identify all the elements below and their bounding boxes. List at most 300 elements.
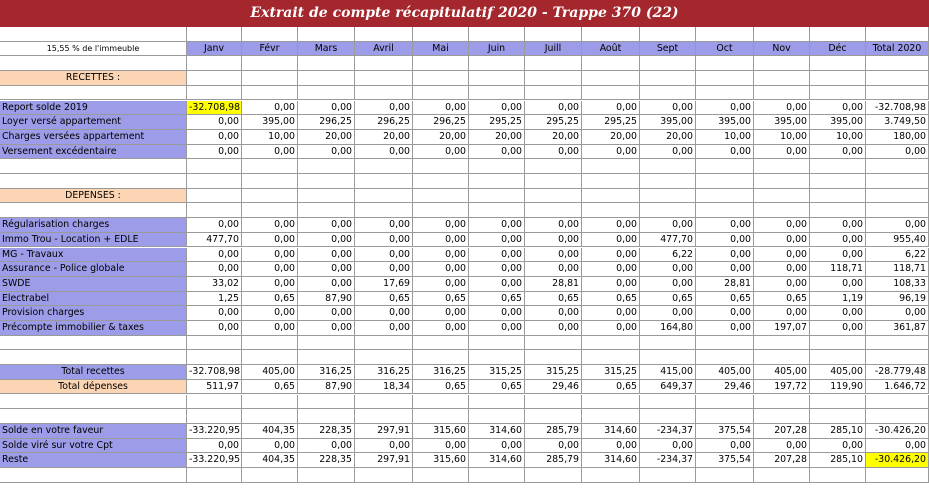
empty-cell[interactable] <box>640 203 696 218</box>
depenses-row-value[interactable]: 0,00 <box>582 248 640 263</box>
recettes-row-value[interactable]: 0,00 <box>187 130 242 145</box>
depenses-row-value[interactable]: 0,00 <box>582 277 640 292</box>
empty-cell[interactable] <box>810 27 866 42</box>
depenses-row-label[interactable]: Immo Trou - Location + EDLE <box>0 233 187 248</box>
depenses-row-value[interactable]: 0,00 <box>355 218 413 233</box>
empty-cell[interactable] <box>810 468 866 483</box>
total-depenses-value[interactable]: 1.646,72 <box>866 380 929 395</box>
empty-cell[interactable] <box>696 409 754 424</box>
empty-cell[interactable] <box>469 336 525 351</box>
depenses-row-value[interactable]: 0,00 <box>187 321 242 336</box>
empty-cell[interactable] <box>413 189 469 204</box>
empty-cell[interactable] <box>525 27 582 42</box>
empty-cell[interactable] <box>187 27 242 42</box>
empty-cell[interactable] <box>640 71 696 86</box>
empty-cell[interactable] <box>525 468 582 483</box>
empty-cell[interactable] <box>525 336 582 351</box>
recettes-row-label[interactable]: Loyer versé appartement <box>0 115 187 130</box>
empty-cell[interactable] <box>298 468 355 483</box>
empty-cell[interactable] <box>640 395 696 410</box>
empty-cell[interactable] <box>413 56 469 71</box>
total-depenses-value[interactable]: 29,46 <box>525 380 582 395</box>
empty-cell[interactable] <box>187 468 242 483</box>
summary-row-value[interactable]: 314,60 <box>582 424 640 439</box>
column-header[interactable]: Mai <box>413 42 469 57</box>
empty-cell[interactable] <box>298 27 355 42</box>
depenses-row-label[interactable]: MG - Travaux <box>0 248 187 263</box>
empty-cell[interactable] <box>355 203 413 218</box>
empty-cell[interactable] <box>298 350 355 365</box>
empty-cell[interactable] <box>696 350 754 365</box>
depenses-row-value[interactable]: 0,00 <box>525 321 582 336</box>
empty-cell[interactable] <box>582 71 640 86</box>
summary-row-value[interactable]: 0,00 <box>298 439 355 454</box>
total-depenses-value[interactable]: 29,46 <box>696 380 754 395</box>
depenses-row-value[interactable]: 28,81 <box>525 277 582 292</box>
empty-cell[interactable] <box>355 159 413 174</box>
depenses-row-value[interactable]: 0,00 <box>810 306 866 321</box>
empty-cell[interactable] <box>355 71 413 86</box>
depenses-row-label[interactable]: Assurance - Police globale <box>0 262 187 277</box>
depenses-row-value[interactable]: 0,00 <box>469 262 525 277</box>
empty-cell[interactable] <box>0 56 187 71</box>
depenses-row-value[interactable]: 0,00 <box>242 306 298 321</box>
depenses-row-value[interactable]: 0,00 <box>696 306 754 321</box>
empty-cell[interactable] <box>810 336 866 351</box>
empty-cell[interactable] <box>355 336 413 351</box>
empty-cell[interactable] <box>355 56 413 71</box>
empty-cell[interactable] <box>582 174 640 189</box>
depenses-row-value[interactable]: 0,00 <box>298 321 355 336</box>
recettes-row-value[interactable]: 0,00 <box>810 145 866 160</box>
depenses-row-value[interactable]: 0,00 <box>525 218 582 233</box>
empty-cell[interactable] <box>754 86 810 101</box>
empty-cell[interactable] <box>866 350 929 365</box>
empty-cell[interactable] <box>582 159 640 174</box>
depenses-row-value[interactable]: 0,00 <box>525 248 582 263</box>
depenses-row-value[interactable]: 6,22 <box>866 248 929 263</box>
depenses-row-value[interactable]: 0,00 <box>525 233 582 248</box>
empty-cell[interactable] <box>866 159 929 174</box>
empty-cell[interactable] <box>469 395 525 410</box>
summary-row-value[interactable]: 297,91 <box>355 453 413 468</box>
empty-cell[interactable] <box>640 350 696 365</box>
summary-row-value[interactable]: -30.426,20 <box>866 424 929 439</box>
empty-cell[interactable] <box>242 350 298 365</box>
empty-cell[interactable] <box>754 203 810 218</box>
recettes-row-value[interactable]: 0,00 <box>469 145 525 160</box>
summary-row-value[interactable]: -234,37 <box>640 453 696 468</box>
column-header[interactable]: Oct <box>696 42 754 57</box>
recettes-row-value[interactable]: 0,00 <box>810 101 866 116</box>
depenses-row-value[interactable]: 0,00 <box>242 321 298 336</box>
empty-cell[interactable] <box>355 468 413 483</box>
empty-cell[interactable] <box>242 409 298 424</box>
depenses-row-value[interactable]: 0,00 <box>754 248 810 263</box>
column-header[interactable]: Janv <box>187 42 242 57</box>
recettes-row-value[interactable]: -32.708,98 <box>187 101 242 116</box>
summary-row-value[interactable]: 0,00 <box>696 439 754 454</box>
recettes-row-value[interactable]: 0,00 <box>187 145 242 160</box>
empty-cell[interactable] <box>810 56 866 71</box>
depenses-row-value[interactable]: 0,00 <box>187 248 242 263</box>
depenses-row-value[interactable]: 0,65 <box>696 292 754 307</box>
depenses-row-value[interactable]: 0,00 <box>187 306 242 321</box>
depenses-row-label[interactable]: Précompte immobilier & taxes <box>0 321 187 336</box>
empty-cell[interactable] <box>582 189 640 204</box>
empty-cell[interactable] <box>754 350 810 365</box>
empty-cell[interactable] <box>469 27 525 42</box>
depenses-row-value[interactable]: 0,00 <box>298 233 355 248</box>
depenses-row-value[interactable]: 0,00 <box>413 277 469 292</box>
depenses-row-value[interactable]: 6,22 <box>640 248 696 263</box>
summary-row-value[interactable]: 375,54 <box>696 424 754 439</box>
total-depenses-value[interactable]: 0,65 <box>582 380 640 395</box>
empty-cell[interactable] <box>413 336 469 351</box>
depenses-row-value[interactable]: 0,00 <box>187 262 242 277</box>
recettes-row-value[interactable]: 0,00 <box>582 145 640 160</box>
depenses-row-value[interactable]: 0,00 <box>355 321 413 336</box>
empty-cell[interactable] <box>355 350 413 365</box>
recettes-row-value[interactable]: 0,00 <box>242 101 298 116</box>
empty-cell[interactable] <box>696 203 754 218</box>
empty-cell[interactable] <box>582 203 640 218</box>
empty-cell[interactable] <box>866 336 929 351</box>
recettes-row-value[interactable]: 0,00 <box>242 145 298 160</box>
depenses-row-value[interactable]: 955,40 <box>866 233 929 248</box>
empty-cell[interactable] <box>187 174 242 189</box>
empty-cell[interactable] <box>754 56 810 71</box>
total-recettes-value[interactable]: 405,00 <box>810 365 866 380</box>
empty-cell[interactable] <box>0 174 187 189</box>
recettes-row-value[interactable]: 10,00 <box>754 130 810 145</box>
depenses-row-value[interactable]: 33,02 <box>187 277 242 292</box>
empty-cell[interactable] <box>810 350 866 365</box>
empty-cell[interactable] <box>525 203 582 218</box>
empty-cell[interactable] <box>640 468 696 483</box>
summary-row-value[interactable]: 228,35 <box>298 453 355 468</box>
empty-cell[interactable] <box>582 56 640 71</box>
empty-cell[interactable] <box>298 395 355 410</box>
depenses-row-value[interactable]: 0,00 <box>640 218 696 233</box>
empty-cell[interactable] <box>187 395 242 410</box>
column-header[interactable]: Août <box>582 42 640 57</box>
depenses-row-value[interactable]: 0,00 <box>413 248 469 263</box>
empty-cell[interactable] <box>187 336 242 351</box>
empty-cell[interactable] <box>469 174 525 189</box>
depenses-row-value[interactable]: 0,00 <box>355 306 413 321</box>
empty-cell[interactable] <box>413 468 469 483</box>
depenses-row-value[interactable]: 0,00 <box>810 321 866 336</box>
column-header[interactable]: Juill <box>525 42 582 57</box>
depenses-row-value[interactable]: 87,90 <box>298 292 355 307</box>
total-recettes-value[interactable]: 405,00 <box>696 365 754 380</box>
empty-cell[interactable] <box>298 409 355 424</box>
depenses-row-value[interactable]: 0,00 <box>242 262 298 277</box>
recettes-row-value[interactable]: 180,00 <box>866 130 929 145</box>
empty-cell[interactable] <box>754 71 810 86</box>
depenses-row-value[interactable]: 0,00 <box>696 218 754 233</box>
depenses-row-value[interactable]: 0,00 <box>413 321 469 336</box>
summary-row-value[interactable]: 0,00 <box>866 439 929 454</box>
total-recettes-value[interactable]: 315,25 <box>469 365 525 380</box>
depenses-row-value[interactable]: 0,65 <box>413 292 469 307</box>
depenses-row-value[interactable]: 1,19 <box>810 292 866 307</box>
empty-cell[interactable] <box>298 159 355 174</box>
depenses-row-value[interactable]: 0,00 <box>866 218 929 233</box>
empty-cell[interactable] <box>413 27 469 42</box>
depenses-row-value[interactable]: 361,87 <box>866 321 929 336</box>
total-depenses-value[interactable]: 649,37 <box>640 380 696 395</box>
empty-cell[interactable] <box>696 468 754 483</box>
depenses-row-value[interactable]: 0,00 <box>298 262 355 277</box>
empty-cell[interactable] <box>525 86 582 101</box>
empty-cell[interactable] <box>754 189 810 204</box>
recettes-row-value[interactable]: 295,25 <box>525 115 582 130</box>
depenses-row-value[interactable]: 0,65 <box>525 292 582 307</box>
recettes-row-value[interactable]: 20,00 <box>640 130 696 145</box>
column-header[interactable]: Déc <box>810 42 866 57</box>
depenses-row-value[interactable]: 28,81 <box>696 277 754 292</box>
empty-cell[interactable] <box>696 56 754 71</box>
empty-cell[interactable] <box>469 409 525 424</box>
total-depenses-value[interactable]: 0,65 <box>242 380 298 395</box>
column-header[interactable]: Juin <box>469 42 525 57</box>
empty-cell[interactable] <box>810 159 866 174</box>
section-recettes[interactable]: RECETTES : <box>0 71 187 86</box>
depenses-row-value[interactable]: 0,65 <box>242 292 298 307</box>
depenses-row-value[interactable]: 0,00 <box>696 321 754 336</box>
depenses-row-value[interactable]: 0,65 <box>355 292 413 307</box>
depenses-row-label[interactable]: SWDE <box>0 277 187 292</box>
summary-row-value[interactable]: 285,79 <box>525 424 582 439</box>
empty-cell[interactable] <box>413 395 469 410</box>
empty-cell[interactable] <box>242 159 298 174</box>
summary-row-value[interactable]: 0,00 <box>413 439 469 454</box>
total-depenses-value[interactable]: 18,34 <box>355 380 413 395</box>
empty-cell[interactable] <box>810 409 866 424</box>
summary-row-value[interactable]: 315,60 <box>413 424 469 439</box>
empty-cell[interactable] <box>469 71 525 86</box>
depenses-row-value[interactable]: 0,00 <box>582 262 640 277</box>
recettes-row-value[interactable]: 0,00 <box>754 145 810 160</box>
empty-cell[interactable] <box>469 56 525 71</box>
empty-cell[interactable] <box>696 174 754 189</box>
summary-row-value[interactable]: 0,00 <box>810 439 866 454</box>
empty-cell[interactable] <box>355 409 413 424</box>
recettes-row-value[interactable]: 395,00 <box>640 115 696 130</box>
total-depenses-value[interactable]: 511,97 <box>187 380 242 395</box>
recettes-row-value[interactable]: 296,25 <box>413 115 469 130</box>
empty-cell[interactable] <box>355 395 413 410</box>
recettes-row-value[interactable]: 0,00 <box>413 101 469 116</box>
depenses-row-value[interactable]: 0,00 <box>525 262 582 277</box>
recettes-row-label[interactable]: Versement excédentaire <box>0 145 187 160</box>
depenses-row-value[interactable]: 0,00 <box>866 306 929 321</box>
empty-cell[interactable] <box>754 336 810 351</box>
depenses-row-value[interactable]: 0,00 <box>810 218 866 233</box>
summary-row-value[interactable]: -234,37 <box>640 424 696 439</box>
recettes-row-value[interactable]: 0,00 <box>696 101 754 116</box>
empty-cell[interactable] <box>525 159 582 174</box>
recettes-row-value[interactable]: 0,00 <box>640 145 696 160</box>
empty-cell[interactable] <box>866 86 929 101</box>
depenses-row-value[interactable]: 0,00 <box>582 321 640 336</box>
depenses-row-value[interactable]: 0,00 <box>810 233 866 248</box>
empty-cell[interactable] <box>640 27 696 42</box>
empty-cell[interactable] <box>0 468 187 483</box>
depenses-row-label[interactable]: Régularisation charges <box>0 218 187 233</box>
empty-cell[interactable] <box>469 468 525 483</box>
depenses-row-value[interactable]: 0,00 <box>640 306 696 321</box>
empty-cell[interactable] <box>696 395 754 410</box>
depenses-row-value[interactable]: 0,00 <box>754 218 810 233</box>
summary-row-value[interactable]: 0,00 <box>355 439 413 454</box>
recettes-row-value[interactable]: 0,00 <box>866 145 929 160</box>
recettes-row-value[interactable]: 296,25 <box>355 115 413 130</box>
depenses-row-value[interactable]: 0,00 <box>810 277 866 292</box>
empty-cell[interactable] <box>754 395 810 410</box>
depenses-row-value[interactable]: 0,00 <box>469 233 525 248</box>
summary-row-value[interactable]: -33.220,95 <box>187 453 242 468</box>
total-recettes-value[interactable]: -28.779,48 <box>866 365 929 380</box>
empty-cell[interactable] <box>696 27 754 42</box>
empty-cell[interactable] <box>640 56 696 71</box>
recettes-row-value[interactable]: 20,00 <box>298 130 355 145</box>
empty-cell[interactable] <box>469 203 525 218</box>
recettes-row-value[interactable]: -32.708,98 <box>866 101 929 116</box>
total-recettes-value[interactable]: 315,25 <box>525 365 582 380</box>
recettes-row-value[interactable]: 20,00 <box>525 130 582 145</box>
empty-cell[interactable] <box>754 27 810 42</box>
empty-cell[interactable] <box>469 350 525 365</box>
depenses-row-value[interactable]: 0,00 <box>469 277 525 292</box>
depenses-row-value[interactable]: 0,00 <box>469 218 525 233</box>
depenses-row-value[interactable]: 0,00 <box>413 306 469 321</box>
depenses-row-value[interactable]: 164,80 <box>640 321 696 336</box>
recettes-row-value[interactable]: 0,00 <box>525 101 582 116</box>
total-depenses-value[interactable]: 0,65 <box>413 380 469 395</box>
summary-row-value[interactable]: 0,00 <box>242 439 298 454</box>
summary-row-label[interactable]: Solde en votre faveur <box>0 424 187 439</box>
empty-cell[interactable] <box>525 350 582 365</box>
recettes-row-value[interactable]: 0,00 <box>298 145 355 160</box>
empty-cell[interactable] <box>298 86 355 101</box>
column-header[interactable]: Mars <box>298 42 355 57</box>
summary-row-value[interactable]: 0,00 <box>582 439 640 454</box>
empty-cell[interactable] <box>866 189 929 204</box>
empty-cell[interactable] <box>0 86 187 101</box>
empty-cell[interactable] <box>525 56 582 71</box>
recettes-row-value[interactable]: 20,00 <box>413 130 469 145</box>
empty-cell[interactable] <box>754 468 810 483</box>
recettes-row-value[interactable]: 395,00 <box>696 115 754 130</box>
summary-row-value[interactable]: 0,00 <box>187 439 242 454</box>
empty-cell[interactable] <box>413 350 469 365</box>
column-header[interactable]: Févr <box>242 42 298 57</box>
depenses-row-value[interactable]: 0,00 <box>355 248 413 263</box>
empty-cell[interactable] <box>413 203 469 218</box>
depenses-row-value[interactable]: 96,19 <box>866 292 929 307</box>
depenses-row-value[interactable]: 0,00 <box>525 306 582 321</box>
empty-cell[interactable] <box>582 409 640 424</box>
empty-cell[interactable] <box>187 189 242 204</box>
empty-cell[interactable] <box>298 174 355 189</box>
total-recettes-value[interactable]: 315,25 <box>582 365 640 380</box>
empty-cell[interactable] <box>640 174 696 189</box>
recettes-row-value[interactable]: 20,00 <box>355 130 413 145</box>
empty-cell[interactable] <box>525 71 582 86</box>
empty-cell[interactable] <box>242 189 298 204</box>
recettes-row-value[interactable]: 20,00 <box>582 130 640 145</box>
empty-cell[interactable] <box>696 71 754 86</box>
summary-row-label[interactable]: Solde viré sur votre Cpt <box>0 439 187 454</box>
recettes-row-value[interactable]: 0,00 <box>696 145 754 160</box>
empty-cell[interactable] <box>810 71 866 86</box>
summary-row-value[interactable]: 404,35 <box>242 453 298 468</box>
share-label[interactable]: 15,55 % de l'immeuble <box>0 42 187 57</box>
recettes-row-value[interactable]: 295,25 <box>582 115 640 130</box>
empty-cell[interactable] <box>242 86 298 101</box>
summary-row-label[interactable]: Reste <box>0 453 187 468</box>
depenses-row-value[interactable]: 0,00 <box>582 306 640 321</box>
empty-cell[interactable] <box>866 27 929 42</box>
empty-cell[interactable] <box>242 56 298 71</box>
summary-row-value[interactable]: 314,60 <box>469 424 525 439</box>
empty-cell[interactable] <box>242 174 298 189</box>
empty-cell[interactable] <box>469 86 525 101</box>
empty-cell[interactable] <box>866 409 929 424</box>
depenses-row-value[interactable]: 0,00 <box>413 218 469 233</box>
summary-row-value[interactable]: 314,60 <box>469 453 525 468</box>
recettes-row-value[interactable]: 395,00 <box>810 115 866 130</box>
empty-cell[interactable] <box>582 468 640 483</box>
depenses-row-value[interactable]: 0,00 <box>754 262 810 277</box>
depenses-row-value[interactable]: 0,00 <box>355 233 413 248</box>
empty-cell[interactable] <box>242 336 298 351</box>
recettes-row-value[interactable]: 0,00 <box>525 145 582 160</box>
empty-cell[interactable] <box>242 27 298 42</box>
depenses-row-label[interactable]: Provision charges <box>0 306 187 321</box>
depenses-row-value[interactable]: 0,65 <box>582 292 640 307</box>
total-recettes-value[interactable]: 316,25 <box>298 365 355 380</box>
total-recettes-value[interactable]: 405,00 <box>754 365 810 380</box>
summary-row-value[interactable]: 285,10 <box>810 453 866 468</box>
summary-row-value[interactable]: 285,79 <box>525 453 582 468</box>
empty-cell[interactable] <box>242 395 298 410</box>
recettes-row-value[interactable]: 0,00 <box>355 145 413 160</box>
depenses-row-value[interactable]: 0,00 <box>810 248 866 263</box>
column-header[interactable]: Total 2020 <box>866 42 929 57</box>
recettes-row-value[interactable]: 395,00 <box>242 115 298 130</box>
recettes-row-value[interactable]: 10,00 <box>810 130 866 145</box>
empty-cell[interactable] <box>242 468 298 483</box>
empty-cell[interactable] <box>810 395 866 410</box>
depenses-row-value[interactable]: 118,71 <box>866 262 929 277</box>
empty-cell[interactable] <box>355 27 413 42</box>
empty-cell[interactable] <box>582 86 640 101</box>
summary-row-value[interactable]: -30.426,20 <box>866 453 929 468</box>
recettes-row-value[interactable]: 295,25 <box>469 115 525 130</box>
summary-row-value[interactable]: 0,00 <box>754 439 810 454</box>
empty-cell[interactable] <box>298 56 355 71</box>
column-header[interactable]: Sept <box>640 42 696 57</box>
depenses-row-value[interactable]: 0,00 <box>413 233 469 248</box>
empty-cell[interactable] <box>0 159 187 174</box>
empty-cell[interactable] <box>810 174 866 189</box>
empty-cell[interactable] <box>640 86 696 101</box>
empty-cell[interactable] <box>413 86 469 101</box>
